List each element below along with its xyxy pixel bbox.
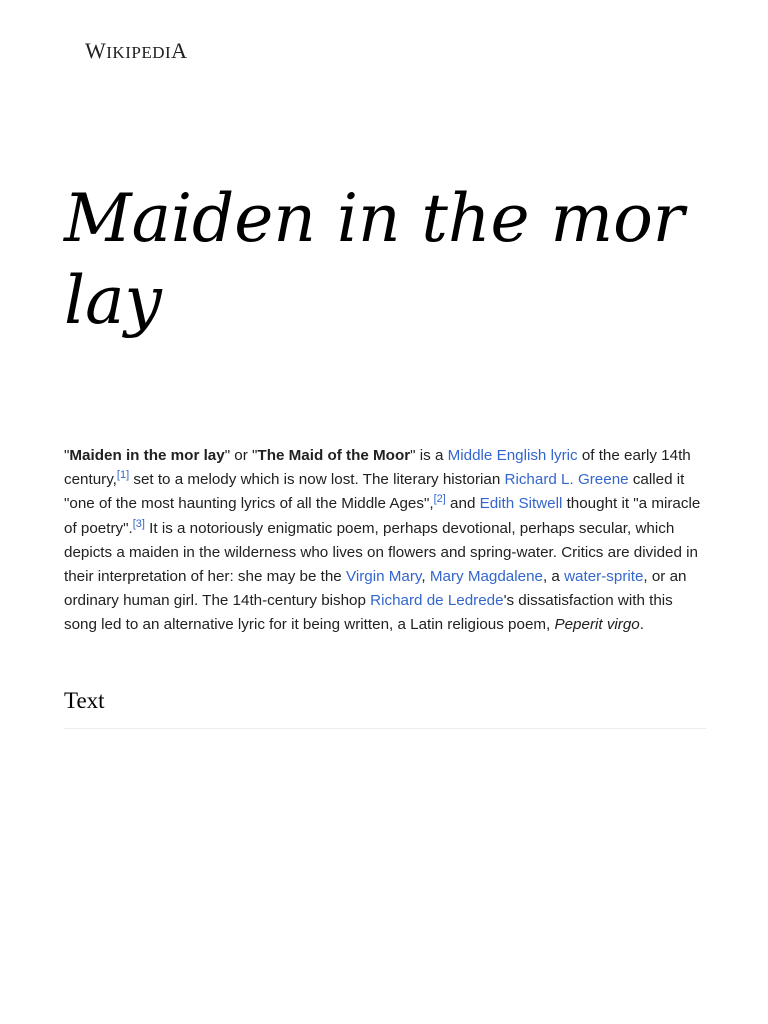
link-virgin-mary[interactable]: Virgin Mary: [345, 568, 422, 586]
logo-last-letter: A: [171, 38, 188, 63]
link-edith-sitwell[interactable]: Edith Sitwell: [479, 495, 563, 513]
reference-3[interactable]: [133, 518, 145, 530]
intro-text: 's dissatisfaction with this song led to an alternative lyric for it being written, a Latin religious poem,: [64, 592, 673, 634]
intro-text: thought it "a miracle of poetry".: [64, 495, 701, 537]
intro-paragraph: [64, 444, 706, 638]
link-richard-de-ledrede[interactable]: Richard de Ledrede: [370, 592, 504, 610]
intro-text: It is a notoriously enigmatic poem, perhaps devotional, perhaps secular, which depicts a maiden in the wilderness who lives on flowers and spring-water. Critics are divided in their interpretation of her: she may be the: [64, 519, 698, 586]
intro-text: set to a melody which is now lost. The literary historian: [129, 471, 505, 489]
section-heading-text[interactable]: Text: [64, 686, 706, 729]
logo-first-letter: W: [85, 38, 107, 63]
reference-1[interactable]: [117, 469, 129, 481]
wikipedia-logo[interactable]: [85, 38, 188, 64]
link-mary-magdalene[interactable]: Mary Magdalene: [429, 568, 543, 586]
bold-term-maiden: Maiden in the mor lay: [69, 447, 225, 464]
logo-middle-letters: IKIPEDI: [106, 43, 172, 62]
intro-text: , or an ordinary human girl. The 14th-century bishop: [64, 568, 687, 610]
italic-title-peperit-virgo: Peperit virgo: [554, 616, 640, 634]
intro-text: " is a: [410, 447, 448, 464]
intro-text: ": [64, 447, 70, 464]
reference-3-link[interactable]: [3]: [132, 517, 145, 530]
intro-text: .: [639, 616, 644, 634]
page-title-line-1: Maiden in the mor: [64, 180, 685, 257]
reference-2-link[interactable]: [2]: [433, 493, 446, 506]
page-title-line-2: lay: [64, 262, 162, 339]
intro-text: ,: [421, 568, 430, 586]
bold-term-maid-of-moor: The Maid of the Moor: [257, 447, 411, 464]
intro-text: , a: [542, 568, 565, 586]
intro-text: of the early 14th century,: [64, 447, 691, 489]
intro-text: and: [445, 495, 480, 513]
reference-1-link[interactable]: [1]: [116, 469, 130, 482]
reference-2[interactable]: [434, 493, 446, 505]
link-water-sprite[interactable]: water-sprite: [564, 568, 644, 586]
link-richard-l-greene[interactable]: Richard L. Greene: [504, 471, 629, 489]
intro-text: " or ": [224, 447, 258, 464]
link-middle-english-lyric[interactable]: Middle English lyric: [447, 447, 578, 464]
page-title: [64, 178, 704, 342]
intro-text: called it "one of the most haunting lyrics of all the Middle Ages",: [64, 471, 685, 513]
